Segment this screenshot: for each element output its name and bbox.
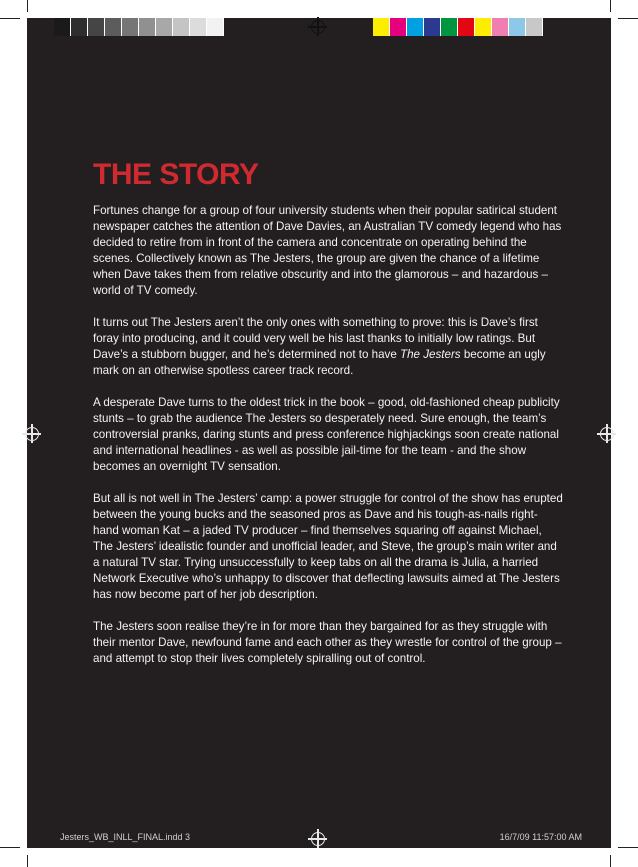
grayscale-color-bar [54, 18, 224, 36]
color-swatch [390, 18, 407, 36]
paragraph: The Jesters soon realise they’re in for more than they bargained for as they struggle with their mentor Dave, newfound fame and each other as they wrestle for control of the group – and attempt to stop their lives completely spiralling out of control. [93, 620, 562, 665]
page-title: THE STORY [93, 158, 259, 191]
show-title-italic: The Jesters [400, 348, 461, 361]
color-swatch [475, 18, 492, 36]
color-swatch [190, 18, 207, 36]
color-swatch [509, 18, 526, 36]
color-swatch [156, 18, 173, 36]
registration-mark-icon [600, 427, 614, 441]
story-section [93, 157, 563, 683]
color-swatch [373, 18, 390, 36]
registration-mark-icon [25, 427, 39, 441]
color-swatch [88, 18, 105, 36]
color-swatch [54, 18, 71, 36]
trim-mark [610, 0, 611, 12]
trim-mark [610, 855, 611, 867]
color-swatch [424, 18, 441, 36]
color-swatch [526, 18, 543, 36]
paragraph: A desperate Dave turns to the oldest trick in the book – good, old-fashioned cheap publicity stunts – to grab the audience The Jesters so desperately need. Sure enough, the team’s controversial pranks, daring stunts and press conference highjackings soon create national and international headlines - as well as possible jail-time for the team - and the show becomes an overnight TV sensation. [93, 396, 560, 473]
paragraph: But all is not well in The Jesters’ camp: a power struggle for control of the show has erupted between the young bucks and the seasoned pros as Dave and his tough-as-nails right-hand woman Kat – a jaded TV producer – find themselves squaring off against Michael, The Jesters’ idealistic founder and unofficial leader, and Steve, the group’s main writer and a natural TV star. Trying unsuccessfully to keep tabs on all the drama is Julia, a harried Network Executive who’s unhappy to discover that deflecting lawsuits aimed at The Jesters has now become part of her job description. [93, 492, 563, 601]
color-swatch [492, 18, 509, 36]
color-swatch [173, 18, 190, 36]
file-slug: Jesters_WB_INLL_FINAL.indd 3 [60, 832, 191, 842]
color-swatch [407, 18, 424, 36]
process-color-bar [373, 18, 543, 36]
trim-mark [0, 847, 20, 848]
color-swatch [71, 18, 88, 36]
registration-mark-icon [311, 20, 325, 34]
registration-mark-icon [311, 832, 325, 846]
color-swatch [139, 18, 156, 36]
color-swatch [105, 18, 122, 36]
trim-mark [27, 855, 28, 867]
trim-mark [618, 18, 638, 19]
color-swatch [122, 18, 139, 36]
trim-mark [0, 18, 20, 19]
color-swatch [207, 18, 224, 36]
trim-mark [618, 847, 638, 848]
color-swatch [441, 18, 458, 36]
paragraph: It turns out The Jesters aren’t the only ones with something to prove: this is Dave’s first foray into producing, and it could very well be his last thanks to initially low ratings. But Dave’s a stubborn bugger, and he’s determined not to have The Jesters become an ugly mark on an otherwise spotless career track record. [93, 316, 546, 377]
color-swatch [458, 18, 475, 36]
paragraph: Fortunes change for a group of four university students when their popular satirical student newspaper catches the attention of Dave Davies, an Australian TV comedy legend who has decided to retire from in front of the camera and concentrate on operating behind the scenes. Collectively known as The Jesters, the group are given the chance of a lifetime when Dave takes them from relative obscurity and into the glamorous – and hazardous – world of TV comedy. [93, 204, 562, 297]
date-slug: 16/7/09 11:57:00 AM [499, 832, 582, 842]
trim-mark [27, 0, 28, 12]
